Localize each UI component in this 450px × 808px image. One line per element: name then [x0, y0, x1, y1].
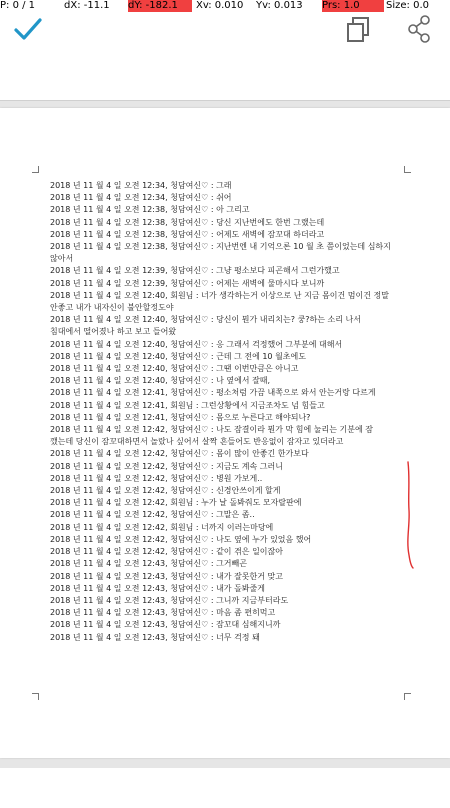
chat-line: 2018 년 11 월 4 일 오전 12:42, 청담여신♡ : 그말은 좀.. — [50, 510, 255, 520]
chat-line: 2018 년 11 월 4 일 오전 12:42, 회원님 : 누가 날 돌봐줘도 모자랄판에 — [50, 498, 302, 508]
chat-log-text — [50, 180, 394, 644]
chat-line: 2018 년 11 월 4 일 오전 12:38, 청담여신♡ : 지난번엔 내 기억으론 10 월 초 쯤이었는데 심하지 않아서 — [50, 242, 394, 264]
pointer-count: P: 0 / 1 — [0, 0, 36, 11]
chat-line: 2018 년 11 월 4 일 오전 12:43, 청담여신♡ : 내가 돌봐줄게 — [50, 583, 265, 593]
check-icon[interactable] — [14, 16, 42, 42]
size: Size: 0.0 — [386, 0, 429, 11]
chat-line: 2018 년 11 월 4 일 오전 12:41, 청담여신♡ : 평소처럼 가끔 내쪽으로 와서 안는거랑 다르게 — [50, 388, 376, 398]
pointer-location-bar — [0, 0, 450, 12]
copy-icon[interactable] — [345, 16, 371, 44]
chat-line: 2018 년 11 월 4 일 오전 12:38, 청담여신♡ : 아 그리고 — [50, 205, 250, 215]
chat-line: 2018 년 11 월 4 일 오전 12:42, 회원님 : 너까지 이러는마당에 — [50, 522, 274, 532]
chat-line: 2018 년 11 월 4 일 오전 12:43, 청담여신♡ : 그니까 지금부터라도 — [50, 595, 289, 605]
chat-line: 2018 년 11 월 4 일 오전 12:40, 청담여신♡ : 근데 그 전에 10 월초에도 — [50, 351, 306, 361]
chat-line: 2018 년 11 월 4 일 오전 12:40, 청담여신♡ : 나 옆에서 잘때, — [50, 376, 271, 386]
velocity-y: Yv: 0.013 — [256, 0, 303, 11]
next-page — [0, 768, 450, 808]
crop-mark — [32, 166, 39, 173]
chat-line: 2018 년 11 월 4 일 오전 12:39, 청담여신♡ : 어제는 새벽에 물마시다 보니까 — [50, 278, 325, 288]
crop-mark — [404, 166, 411, 173]
chat-line: 2018 년 11 월 4 일 오전 12:40, 회원님 : 너가 생각하는거 이상으로 난 지금 몸이건 멈이건 정말 안좋고 내가 내자신이 불안할정도야 — [50, 290, 392, 313]
chat-line: 2018 년 11 월 4 일 오전 12:40, 청담여신♡ : 응 그래서 걱정했어 그부분에 대해서 — [50, 339, 343, 349]
chat-line: 2018 년 11 월 4 일 오전 12:43, 청담여신♡ : 그거빼곤 — [50, 559, 247, 569]
chat-line: 2018 년 11 월 4 일 오전 12:39, 청담여신♡ : 그냥 평소보다 피곤해서 그런가했고 — [50, 266, 340, 276]
chat-line: 2018 년 11 월 4 일 오전 12:42, 청담여신♡ : 같이 겪은 일이잖아 — [50, 547, 283, 557]
chat-line: 2018 년 11 월 4 일 오전 12:42, 청담여신♡ : 병원 가보게.. — [50, 473, 263, 483]
chat-line: 2018 년 11 월 4 일 오전 12:40, 청담여신♡ : 그땐 이번만큼은 아니고 — [50, 364, 299, 374]
chat-line: 2018 년 11 월 4 일 오전 12:38, 청담여신♡ : 당신 지난번에도 한번 그랬는데 — [50, 217, 325, 227]
chat-line: 2018 년 11 월 4 일 오전 12:34, 청담여신♡ : 그래 — [50, 181, 232, 190]
chat-line: 2018 년 11 월 4 일 오전 12:43, 청담여신♡ : 내가 잘못한거 맞고 — [50, 571, 283, 581]
previous-page — [0, 52, 450, 101]
document-page[interactable] — [0, 108, 450, 758]
share-icon[interactable] — [406, 14, 432, 44]
chat-line: 2018 년 11 월 4 일 오전 12:43, 청담여신♡ : 마음 좀 편히먹고 — [50, 608, 276, 618]
chat-line: 2018 년 11 월 4 일 오전 12:42, 청담여신♡ : 신경안쓰이게 할게 — [50, 486, 281, 496]
chat-line: 2018 년 11 월 4 일 오전 12:42, 청담여신♡ : 몸이 많이 안좋긴 한가보다 — [50, 449, 309, 459]
chat-line: 2018 년 11 월 4 일 오전 12:41, 회원님 : 그런상황에서 지금조차도 넘 힘들고 — [50, 400, 325, 410]
crop-mark — [404, 693, 411, 700]
delta-y: dY: -182.1 — [128, 0, 192, 12]
chat-line: 2018 년 11 월 4 일 오전 12:40, 청담여신♡ : 당신이 뭔가 내리치는? 쿵?하는 소리 나서 침대에서 떨어졌나 하고 보고 들어왔 — [50, 315, 364, 337]
chat-line: 2018 년 11 월 4 일 오전 12:42, 청담여신♡ : 지금도 계속 그러니 — [50, 461, 283, 471]
handwritten-red-stroke — [400, 460, 420, 570]
top-toolbar — [0, 12, 450, 52]
velocity-x: Xv: 0.010 — [196, 0, 244, 11]
chat-line: 2018 년 11 월 4 일 오전 12:38, 청담여신♡ : 어제도 새벽에 잠꼬대 하더라고 — [50, 229, 325, 239]
chat-line: 2018 년 11 월 4 일 오전 12:42, 청담여신♡ : 나도 옆에 누가 있었음 했어 — [50, 534, 312, 544]
chat-line: 2018 년 11 월 4 일 오전 12:34, 청담여신♡ : 쉬어 — [50, 193, 232, 203]
chat-line: 2018 년 11 월 4 일 오전 12:43, 청담여신♡ : 잠꼬대 심해지니까 — [50, 620, 281, 630]
crop-mark — [32, 693, 39, 700]
chat-line: 2018 년 11 월 4 일 오전 12:42, 청담여신♡ : 나도 잠결이라 뭔가 막 힘에 눌리는 기분에 잠 깼는데 당신이 잠꼬대하면서 놀랐나 싶어서 살짝 흔들어도 반응없이 잠자고 있더라고 — [50, 425, 376, 447]
chat-line: 2018 년 11 월 4 일 오전 12:41, 청담여신♡ : 몸으로 누른다고 해야되나? — [50, 412, 311, 422]
pressure: Prs: 1.0 — [322, 0, 384, 12]
chat-line: 2018 년 11 월 4 일 오전 12:43, 청담여신♡ : 너무 걱정 돼 — [50, 632, 260, 642]
delta-x: dX: -11.1 — [64, 0, 110, 11]
